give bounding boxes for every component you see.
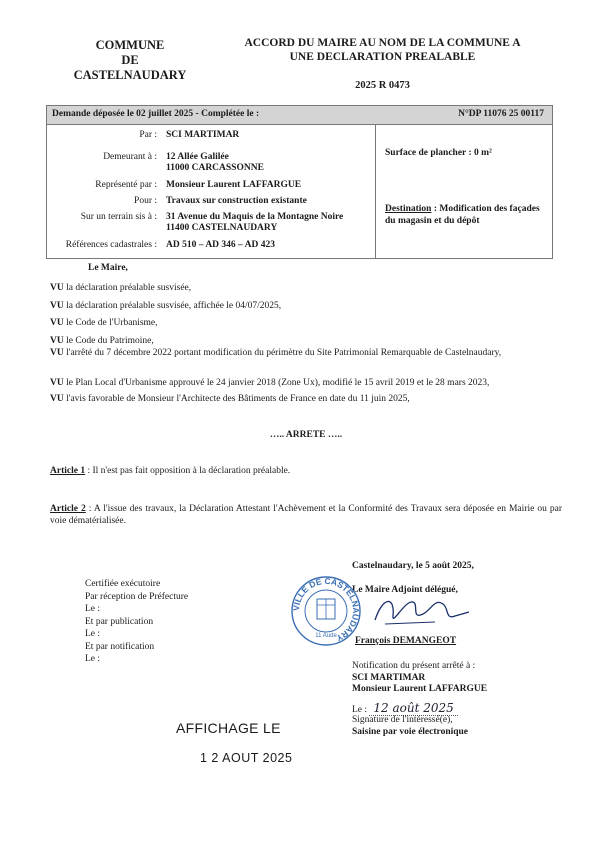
field-value: 31 Avenue du Maquis de la Montagne Noire (166, 212, 344, 222)
stamp-text: VILLE DE CASTELNAUDARY (290, 575, 362, 644)
commune-heading (50, 38, 210, 83)
vu-text: l'avis favorable de Monsieur l'Architecte des Bâtiments de France en date du 11 juin 2025, (63, 394, 410, 404)
vu-text: le Plan Local d'Urbanisme approuvé le 24 janvier 2018 (Zone Ux), modifié le 15 avril 2019 et le 28 mars 2023, (63, 378, 490, 388)
article-2 (50, 503, 562, 527)
certif-line: Le : (85, 654, 101, 664)
commune-line: DE (121, 53, 139, 67)
vu-keyword: VU (50, 301, 64, 311)
certif-line: Et par notification (85, 641, 155, 652)
vu-keyword: VU (50, 348, 64, 358)
field-value: Monsieur Laurent LAFFARGUE (166, 180, 302, 190)
vu-line (50, 377, 562, 389)
vu-text: la déclaration préalable susvisée, (63, 283, 192, 293)
vu-line (50, 347, 562, 359)
notif-line: Monsieur Laurent LAFFARGUE (352, 684, 488, 694)
field-label: Demeurant à : (103, 152, 157, 162)
field-value: Travaux sur construction existante (166, 196, 307, 206)
document-title (215, 37, 550, 64)
application-info-box (46, 105, 553, 259)
field-label: Par : (139, 130, 157, 140)
signatory-name: François DEMANGEOT (355, 636, 457, 646)
vu-keyword: VU (50, 318, 64, 328)
certif-line: Le : (85, 604, 101, 614)
vu-line (50, 393, 562, 405)
notif-le: Le : (352, 705, 368, 715)
article-2-label: Article 2 (50, 504, 86, 514)
vu-text: la déclaration préalable susvisée, affichée le 04/07/2025, (63, 301, 282, 311)
destination-text: : Modification des façades du magasin et du dépôt (385, 204, 540, 226)
destination (385, 204, 550, 227)
field-value: 11400 CASTELNAUDARY (166, 223, 278, 233)
demande-date: Demande déposée le 02 juillet 2025 - Complétée le : (52, 109, 260, 119)
field-label: Représenté par : (95, 180, 157, 190)
field-label: Références cadastrales : (65, 240, 157, 250)
vu-keyword: VU (50, 283, 64, 293)
handwritten-signature (365, 590, 475, 635)
destination-label: Destination (385, 204, 432, 214)
article-1 (50, 465, 562, 477)
field-label: Sur un terrain sis à : (80, 212, 157, 222)
field-value: 12 Allée Galilée (166, 152, 229, 162)
certif-line: Et par publication (85, 616, 154, 627)
notif-date-handwritten: 12 août 2025 (369, 701, 457, 716)
affichage-stamp: AFFICHAGE LE (176, 720, 281, 736)
column-divider (375, 125, 376, 258)
affichage-date: 1 2 AOUT 2025 (200, 751, 293, 765)
article-1-label: Article 1 (50, 466, 86, 476)
notif-line: SCI MARTIMAR (352, 672, 426, 683)
certification-block (85, 578, 188, 666)
field-value: AD 510 – AD 346 – AD 423 (166, 240, 275, 250)
city-stamp (290, 575, 362, 647)
vu-keyword: VU (50, 336, 64, 346)
saisine: Saisine par voie électronique (352, 727, 469, 737)
field-label: Pour : (134, 196, 157, 206)
article-2-text: : A l'issue des travaux, la Déclaration Attestant l'Achèvement et la Conformité des Travaux sera déposée en Mairie ou par voie dématérialisée. (50, 504, 562, 526)
arrete-number: 2025 R 0473 (355, 80, 410, 91)
place-date: Castelnaudary, le 5 août 2025, (352, 561, 474, 571)
certif-line: Certifiée exécutoire (85, 579, 161, 589)
commune-line: CASTELNAUDARY (73, 68, 187, 82)
notif-date-row (352, 701, 458, 715)
stamp-dept: 11 Aude (315, 633, 337, 639)
commune-line: COMMUNE (95, 38, 165, 52)
notif-line: Notification du présent arrêté à : (352, 661, 476, 671)
vu-text: le Code de l'Urbanisme, (63, 318, 158, 328)
vu-keyword: VU (50, 394, 64, 404)
vu-line (50, 317, 562, 329)
field-value: 11000 CARCASSONNE (166, 163, 264, 173)
certif-line: Le : (85, 629, 101, 639)
article-1-text: : Il n'est pas fait opposition à la déclaration préalable. (85, 466, 291, 476)
vu-keyword: VU (50, 378, 64, 388)
notification-block (352, 661, 487, 696)
le-maire: Le Maire, (88, 263, 128, 273)
signature-interesse: Signature de l'intéressé(e), (352, 715, 453, 725)
vu-text: l'arrêté du 7 décembre 2022 portant modification du périmètre du Site Patrimonial Remarquable de Castelnaudary, (63, 348, 502, 358)
dp-number: N°DP 11076 25 00117 (458, 109, 544, 119)
vu-line (50, 335, 562, 347)
title-line: UNE DECLARATION PREALABLE (289, 50, 476, 63)
vu-line (50, 282, 562, 294)
vu-line (50, 300, 562, 312)
maire-adjoint: Le Maire Adjoint délégué, (352, 585, 458, 595)
vu-text: le Code du Patrimoine, (63, 336, 154, 346)
arrete-heading: ….. ARRETE ….. (269, 430, 343, 440)
info-box-header (47, 106, 552, 125)
surface-plancher: Surface de plancher : 0 m² (385, 148, 492, 158)
title-line: ACCORD DU MAIRE AU NOM DE LA COMMUNE A (244, 37, 521, 49)
field-value: SCI MARTIMAR (166, 130, 240, 140)
certif-line: Par réception de Préfecture (85, 591, 189, 602)
